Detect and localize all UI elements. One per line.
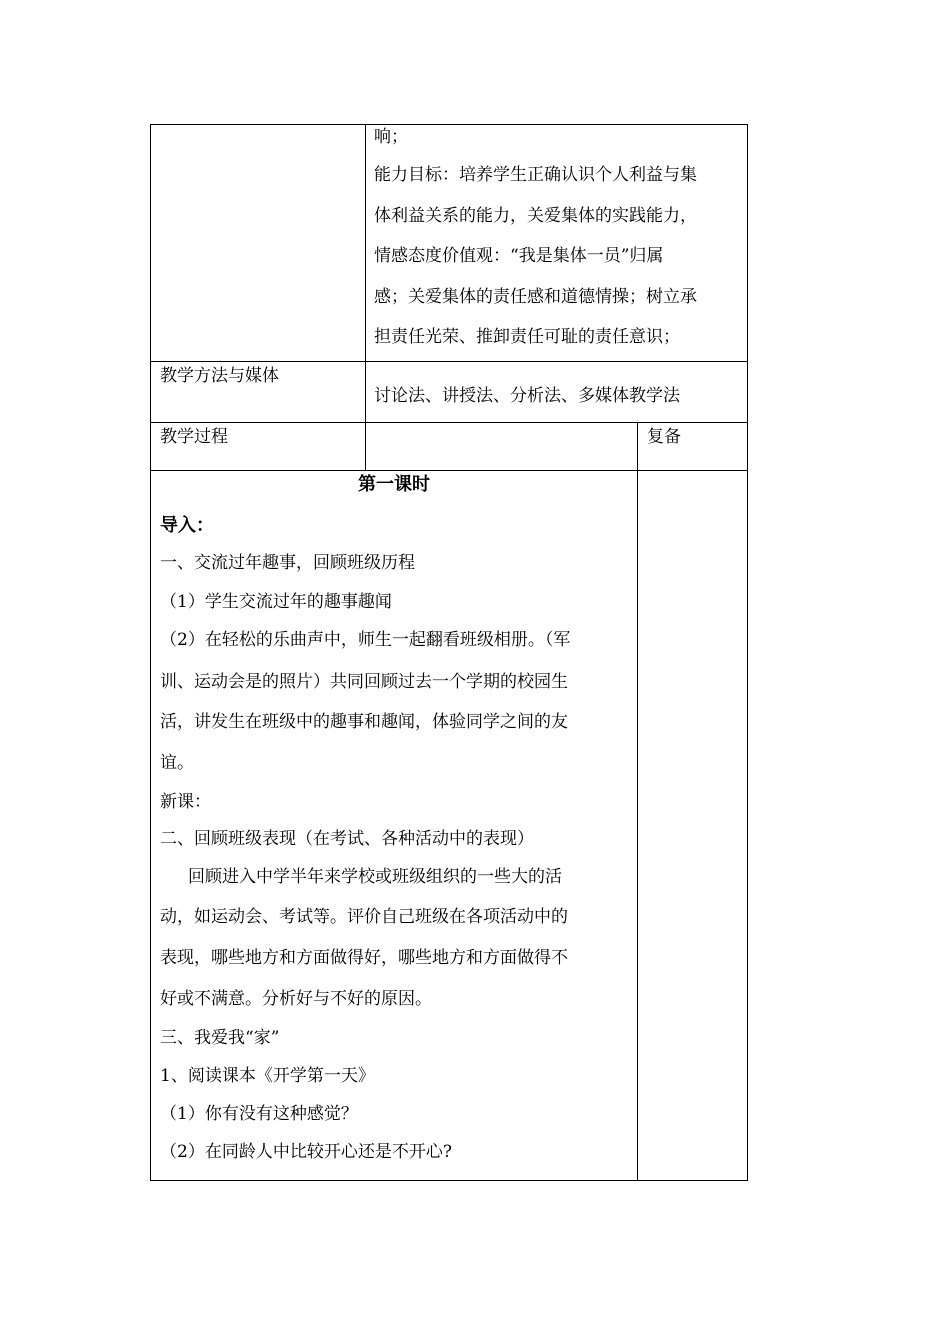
lesson-line: 表现，哪些地方和方面做得好，哪些地方和方面做得不 bbox=[160, 948, 568, 968]
objectives-line: 体利益关系的能力，关爱集体的实践能力， bbox=[374, 206, 697, 226]
row-divider-2 bbox=[150, 422, 748, 423]
objectives-line: 感；关爱集体的责任感和道德情操；树立承 bbox=[374, 287, 697, 307]
lesson-line: （2）在轻松的乐曲声中，师生一起翻看班级相册。（军 bbox=[160, 630, 571, 650]
objectives-line: 能力目标：培养学生正确认识个人利益与集 bbox=[374, 165, 697, 185]
lesson-line: 新课： bbox=[160, 792, 211, 812]
table-bottom-border bbox=[150, 1180, 748, 1181]
lesson-line: 动，如运动会、考试等。评价自己班级在各项活动中的 bbox=[160, 907, 568, 927]
review-label: 复备 bbox=[647, 427, 681, 447]
table-right-border bbox=[747, 124, 748, 1181]
row-divider-1 bbox=[150, 361, 748, 362]
table-left-border bbox=[150, 124, 151, 1181]
objectives-line: 担责任光荣、推卸责任可耻的责任意识； bbox=[374, 327, 680, 347]
column-divider-2 bbox=[637, 422, 638, 1181]
lesson-line: 导入： bbox=[160, 515, 214, 536]
method-label: 教学方法与媒体 bbox=[160, 366, 279, 386]
lesson-title: 第一课时 bbox=[358, 474, 430, 495]
table-top-border bbox=[150, 124, 748, 125]
lesson-line: 训、运动会是的照片）共同回顾过去一个学期的校园生 bbox=[160, 672, 568, 692]
column-divider-1 bbox=[365, 124, 366, 471]
objectives-line: 情感态度价值观：“我是集体一员”归属 bbox=[374, 246, 664, 266]
objectives-line: 响； bbox=[374, 127, 408, 147]
method-value: 讨论法、讲授法、分析法、多媒体教学法 bbox=[374, 386, 680, 406]
lesson-line: 活，讲发生在班级中的趣事和趣闻，体验同学之间的友 bbox=[160, 712, 568, 732]
lesson-line: 好或不满意。分析好与不好的原因。 bbox=[160, 989, 432, 1009]
lesson-line: 一、交流过年趣事，回顾班级历程 bbox=[160, 553, 415, 573]
lesson-line: 二、回顾班级表现（在考试、各种活动中的表现） bbox=[160, 829, 534, 849]
lesson-line: 三、我爱我“家” bbox=[160, 1028, 280, 1048]
lesson-line: 谊。 bbox=[160, 753, 194, 773]
lesson-line: （1）学生交流过年的趣事趣闻 bbox=[160, 592, 392, 612]
lesson-line: 1、阅读课本《开学第一天》 bbox=[160, 1066, 375, 1086]
row-divider-3 bbox=[150, 470, 748, 471]
lesson-line: （2）在同龄人中比较开心还是不开心? bbox=[160, 1142, 452, 1162]
process-label: 教学过程 bbox=[160, 427, 228, 447]
lesson-line: 回顾进入中学半年来学校或班级组织的一些大的活 bbox=[188, 867, 562, 887]
lesson-line: （1）你有没有这种感觉？ bbox=[160, 1104, 358, 1124]
